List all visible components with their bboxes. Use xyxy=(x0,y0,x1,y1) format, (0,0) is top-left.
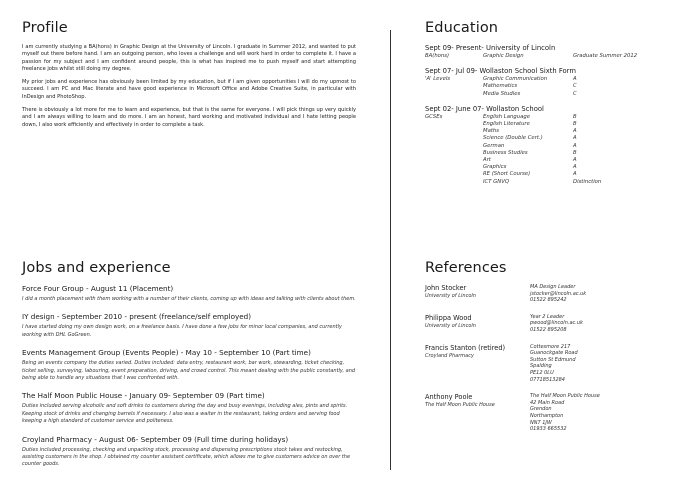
profile-paragraph: There is obviously a lot more for me to learn and experience, but that is the same for everyone. I will pick things up very quickly and I am always willing to learn and do more. I am an honest, hard working and motivated individual and I hate letting people down, I also work efficiently and effectively in order to complete a task. xyxy=(22,107,356,128)
job-description: I did a month placement with them working with a number of their clients, coming up with ideas and talking with clients about them. xyxy=(22,296,356,302)
reference-contact-line: Spalding xyxy=(530,363,552,370)
grade: B xyxy=(573,121,577,128)
reference-organisation: The Half Moon Public House xyxy=(425,402,495,409)
education-list xyxy=(425,44,665,186)
education-row xyxy=(425,114,665,121)
grade: C xyxy=(573,90,577,97)
education-entry-title: Sept 02- June 07- Wollaston School xyxy=(425,104,544,113)
reference-contact xyxy=(530,344,665,384)
job-description: Duties included processing, checking and unpacking stock, processing and dispensing prescriptions stock takes and restocking, assisting customers in the shop. I obtained my counter assistant certificate, which allows me to give customers advice on over the counter goods. xyxy=(22,446,351,468)
reference-entry xyxy=(425,393,665,433)
job-entry xyxy=(22,312,356,339)
subject: Art xyxy=(483,157,491,164)
reference-contact-line: 01522 895208 xyxy=(530,326,567,333)
profile-paragraph: I am currently studying a BA(hons) in Graphic Design at the University of Lincoln. I graduate in Summer 2012, and wanted to put myself out there before hand. I am an outgoing person, who loves a challenge and will work hard in order to complete it. I have a passion for my subject and I am confident around people, this is what has inspired me to push myself and start attempting freelance jobs whilst still doing my degree. xyxy=(22,44,356,72)
subject: RE (Short Course) xyxy=(483,171,531,178)
qualification-level xyxy=(425,121,483,128)
subject: Media Studies xyxy=(483,90,521,97)
job-description: Duties included serving alcoholic and soft drinks to customers during the day and busy evenings, including ales, pints and spirits. Keeping stock of drinks and changing barrels if necessary. I also was a waiter in the restaurant, taking orders and serving food keeping a high standard of customer service and politeness. xyxy=(22,403,348,425)
job-entry xyxy=(22,284,356,303)
education-entry xyxy=(425,44,665,60)
reference-organisation: University of Lincoln xyxy=(425,322,476,329)
profile-section xyxy=(22,20,356,135)
reference-entry xyxy=(425,344,665,384)
reference-contact xyxy=(530,284,665,304)
job-title: Croyland Pharmacy - August 06- September 09 (Full time during holidays) xyxy=(22,434,289,444)
education-row xyxy=(425,150,665,157)
reference-contact xyxy=(530,314,665,334)
education-row xyxy=(425,143,665,150)
references-heading: References xyxy=(425,260,507,276)
reference-contact-line: jstocker@lincoln.ac.uk xyxy=(530,290,587,297)
qualification-level: GCSEs xyxy=(425,113,443,120)
job-title: Force Four Group - August 11 (Placement) xyxy=(22,284,174,293)
education-row xyxy=(425,135,665,142)
grade: A xyxy=(573,135,577,142)
reference-contact-line: The Half Moon Public House xyxy=(530,393,600,400)
jobs-section xyxy=(22,260,356,478)
qualification-level xyxy=(425,91,483,98)
reference-organisation: University of Lincoln xyxy=(425,293,476,299)
reference-name: John Stocker xyxy=(425,284,467,292)
job-description: I have started doing my own design work, on a freelance basis. I have done a few jobs for minor local companies, and currently working with DHL GoGreen. xyxy=(22,324,342,338)
subject: German xyxy=(483,142,505,149)
education-heading: Education xyxy=(425,20,499,36)
subject: Science (Double Cert.) xyxy=(483,135,543,142)
reference-contact-line: Sutton St Edmund xyxy=(530,356,576,363)
education-entry xyxy=(425,105,665,186)
education-row xyxy=(425,76,665,83)
reference-contact-line: Northampton xyxy=(530,412,564,419)
grade: A xyxy=(573,76,577,83)
education-entry-title: Sept 07- Jul 09- Wollaston School Sixth Form xyxy=(425,67,576,76)
grade: A xyxy=(573,171,577,178)
job-entry xyxy=(22,391,356,425)
job-description: Being an events company the duties varied. Duties included: data entry, restaurant work, bar work, stewarding, ticket checking, ticket selling, surveying, labouring, event preparation, driving, and crowd control. This meant dealing with the public constantly, and being able to handle any situations that I was confronted with. xyxy=(22,360,356,382)
grade: Distinction xyxy=(573,178,602,185)
subject: Business Studies xyxy=(483,149,528,156)
subject: Graphics xyxy=(483,164,507,171)
reference-contact-line: Guanockgate Road xyxy=(530,350,578,357)
subject: Graphic Communication xyxy=(483,76,548,83)
reference-contact-line: Year 2 Leader xyxy=(530,313,565,320)
education-row xyxy=(425,53,665,60)
reference-name: Anthony Poole xyxy=(425,393,473,402)
subject: Mathematics xyxy=(483,83,518,90)
education-row xyxy=(425,164,665,171)
job-entry xyxy=(22,435,356,469)
education-entry xyxy=(425,67,665,98)
reference-contact-line: Cottesmore 217 xyxy=(530,343,571,350)
reference-contact-line: Grendon xyxy=(530,406,552,413)
qualification-level xyxy=(425,171,483,178)
education-row xyxy=(425,128,665,135)
grade: A xyxy=(573,164,577,171)
reference-organisation: Croyland Pharmacy xyxy=(425,352,474,359)
qualification-level: BA(hons) xyxy=(425,53,450,59)
reference-contact-line: MA Design Leader xyxy=(530,284,576,290)
qualification-level xyxy=(425,164,483,171)
grade: A xyxy=(573,128,577,135)
references-section xyxy=(425,260,665,443)
subject: Maths xyxy=(483,128,500,135)
subject: English Literature xyxy=(483,121,530,128)
job-title: IY design - September 2010 - present (freelance/self employed) xyxy=(22,312,252,322)
education-row xyxy=(425,121,665,128)
reference-entry xyxy=(425,284,665,304)
education-row xyxy=(425,179,665,186)
reference-contact-line: PE12 0LU xyxy=(530,369,554,376)
reference-contact xyxy=(530,393,665,433)
grade: A xyxy=(573,157,577,164)
qualification-level xyxy=(425,83,483,90)
qualification-level xyxy=(425,150,483,157)
reference-identity xyxy=(425,284,530,304)
qualification-level: 'A' Levels xyxy=(425,76,451,83)
subject: English Language xyxy=(483,113,530,120)
grade: C xyxy=(573,83,577,90)
reference-contact-line: 42 Main Road xyxy=(530,399,565,406)
grade: B xyxy=(573,113,577,120)
qualification-level xyxy=(425,143,483,150)
job-title: Events Management Group (Events People) - May 10 - September 10 (Part time) xyxy=(22,348,311,358)
jobs-heading: Jobs and experience xyxy=(22,260,171,276)
qualification-level xyxy=(425,128,483,135)
reference-contact-line: 01522 895242 xyxy=(530,297,567,304)
qualification-level xyxy=(425,179,483,186)
reference-name: Francis Stanton (retired) xyxy=(425,343,506,352)
qualification-level xyxy=(425,135,483,142)
column-divider xyxy=(390,30,391,470)
reference-contact-line: NN7 1JW xyxy=(530,419,552,426)
grade: Graduate Summer 2012 xyxy=(573,53,638,59)
education-row xyxy=(425,171,665,178)
reference-identity xyxy=(425,393,530,433)
subject: ICT GNVQ xyxy=(483,178,510,185)
education-entry-title: Sept 09- Present- University of Lincoln xyxy=(425,44,556,52)
subject: Graphic Design xyxy=(483,53,524,59)
references-list xyxy=(425,284,665,433)
education-row xyxy=(425,157,665,164)
reference-identity xyxy=(425,314,530,334)
job-entry xyxy=(22,348,356,382)
job-title: The Half Moon Public House - January 09- September 09 (Part time) xyxy=(22,391,265,401)
grade: A xyxy=(573,142,577,149)
reference-contact-line: 07718513284 xyxy=(530,376,565,383)
education-section xyxy=(425,20,665,193)
reference-entry xyxy=(425,314,665,334)
education-row xyxy=(425,83,665,90)
reference-name: Philippa Wood xyxy=(425,313,472,322)
reference-contact-line: pwood@lincoln.ac.uk xyxy=(530,320,583,327)
reference-contact-line: 01933 665532 xyxy=(530,426,567,433)
qualification-level xyxy=(425,157,483,164)
profile-paragraph: My prior jobs and experience has obviously been limited by my education, but if I am given opportunities I will do my upmost to succeed. I am PC and Mac literate and have good experience in Microsoft Office and Adobe Creative Suite, in particular with InDesign and PhotoShop. xyxy=(22,79,356,100)
grade: B xyxy=(573,149,577,156)
reference-identity xyxy=(425,344,530,384)
profile-heading: Profile xyxy=(22,20,68,36)
education-row xyxy=(425,91,665,98)
